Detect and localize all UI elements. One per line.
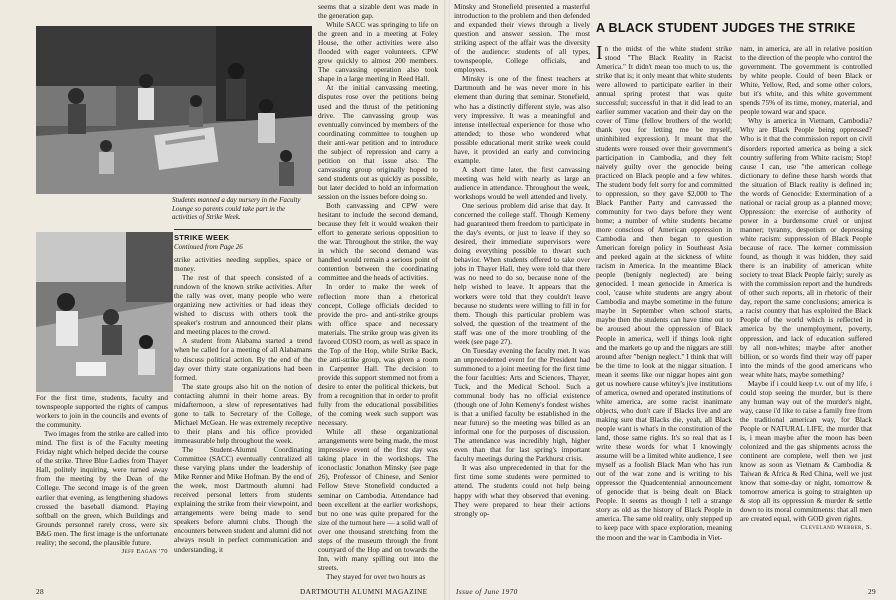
paragraph: The state groups also hit on the notion of contacting alumni in their home areas. By midafternoon, a slew of representatives had gone to talk to Secretary of the College, Michael McGean. He was extremely receptive to their plans and his office provided immeasurable help throughout the week. xyxy=(174,381,312,445)
paragraph: At the initial canvassing meeting, disputes rose over the petitions being used and the thrust of the petitioning drive. The canvassing group was eventually convinced by members of the coordinating committee to toughen up their anti-war petition and to introduce the subject of repression and carry a petition on that issue also. The canvassing group originally hoped to send students out as quickly as possible, but later decided to hold an information session on the issues before doing so. xyxy=(318,83,438,201)
right-column-1 xyxy=(454,2,590,585)
photo-children-image xyxy=(36,232,173,392)
left-column-3 xyxy=(318,2,438,585)
page-number-left: 28 xyxy=(36,587,45,596)
page-number-right: 29 xyxy=(868,587,877,596)
byline: Cleveland Webber, S. xyxy=(800,524,872,532)
paragraph: Why is america in Vietnam, Cambodia? Why are Black People being oppressed? Who is it that the commission report on civil disorders reported america as being a sick country suffering from White racism; Stop! cause I can, use "the american college dictionary to define these harsh words that the situation of Black reality is defined in; the words of Genocide: Extermination of a national or racial group as a planned move; Oppression: the exercise of authority of power in a burdensome cruel or unjust manner; tyranny, despotism or depressing white racism: suppression of Black People because of race. The kerner commission found, as though it was hidden, they said there is an inability of american white society to treat Black People fairly; surely as with the commission report and the hundreds of other such reports, all in rhetoric of their day, report the same conclusions; america is a racist country that has exploited the Black People of the world which is reflected in america by the unemployment, poverty, oppression, and lack of education suffered by all non-whites; maybe after another billion, or so words find their way off paper into the minds of the good americans who wear white hats, maybe something? xyxy=(740,116,872,379)
paragraph: nam, in america, are all in relative position to the direction of the people who control the government. The government is controlled by white people. Could of been Black or White, Yellow, Red, and some other colors, but it's white, and this white government spends 75% of its time, money, material, and people toward war and space. xyxy=(740,44,872,117)
magazine-footer: DARTMOUTH ALUMNI MAGAZINE xyxy=(300,587,428,596)
article-lead: n the midst of the white student strike stood "The Black Reality in Racist America." It didn't mean too much to us, the strike that is; it only meant that white students were allowed to participate earlier in their annual spring protest that was quite successful; successful in that it did lead to an earlier summer vacation and their day on the cover of Time (fellow brothers of the world; thank you for letting me be myself, uninhibited expression). It meant that the students were roused over their government's participation in Cambodia, and they felt naively guilty over the genocide being practiced on Black people and a few whites. The student body felt sorry for and committed to oppression, so they gave $2,000 to The Black Panther Party and canvassed the community for two days before they went home; a number of white students became more conscious of American oppression in Cambodia and then began to question American foreign policy in Southeast Asia and peeked again at the sickness of white racism in America. In the meantime Black people (benignly neglected) are being genocided. I mean genocide in America is cool, 'cause white students are angry about Cambodia and maybe sometime in the future maybe in September when school starts, maybe then the students can have time out to be aroused about the oppression of Black People in america, well if things look right and the markets go up and the niggars are still around after "benign neglect." I think that will be the time to look at the niggar situation. I mean it seems like our niggar hopes aint gon get us nowhere cause whitey's jive institutions of america, owned and operated institutions of white america, are some racist inanimate objects, who don't care if Blacks live and are making sure that Blacks die, yeah, all Black people want is what's in the constitution of the land, those same rights. It's so real that as I write these words for what I knowingly assume will be a limited white audience, I see myself as a foolish Black Man who has run out of the war zone and is writing to his oppressor the Quadcentennial announcement of genocide that is being dealt on Black People. It seems as though I tell a strange story as old as the history of Black People in america. The same old reality, only stepped up to keep pace with space exploration, meaning the moon and the war in Cambodia in Viet- xyxy=(596,44,732,542)
kicker-rule xyxy=(174,229,312,230)
paragraph: While all these organizational arrangements were being made, the most impressive event of the first day was taking place in the workshops. The iconoclastic Jonathon Minsky (see page 26), Professor of Chinese, and Senior Fellow Steve Stonefield conducted a seminar on Cambodia. Attendance had been excellent at the earlier workshops, but no one was quite prepared for the size of the turnout here — a solid wall of over one thousand stretching from the steps of the museum through the front courtyard of the Hop and on towards the Inn, with many spilling out into the streets. xyxy=(318,427,438,572)
paragraph: strike activities needing supplies, space or money. xyxy=(174,255,312,274)
photo-caption: Students manned a day nursery in the Faculty Lounge so parents could take part in the activities of Strike Week. xyxy=(172,196,301,222)
byline: Jeff Eagan '70 xyxy=(121,547,168,555)
right-page xyxy=(450,0,896,600)
paragraph: Minsky is one of the finest teachers at Dartmouth and he was never more in his element than during that seminar. Stonefield, who has a distinctly different style, was also very impressive. It was a meaningful and intense intellectual experience for those who attended; to those who wondered what possible educational merit strike week could have, it provided an early and convincing example. xyxy=(454,74,590,165)
issue-footer: Issue of June 1970 xyxy=(456,587,518,596)
photo-day-nursery xyxy=(36,26,312,194)
paragraph: Maybe if i could keep t.v. out of my life, i could stop seeing the murder, but is there any human way out of the murder's night, way, cause i'd like to raise a family free from the traditional american way, for Black People or NATURAL LIFE, the murder that is, i mean maybe after the moon has been colonized and the gas shipments across the continent are complete, well then we just know as soon as Vietnam & Cambodia & Taiwan & Africa & Red China, well we just know that some-day or night, tomorrow & tomorrow america is going to straighten up & stop all its oppression & murder & settle down to its moral commitments: that all men are created equal, with GOD given rights. xyxy=(740,378,872,524)
paragraph: Both canvassing and CPW were hesitant to include the second demand, because they felt it would weaken their effort to generate serious opposition to the war. Throughout the strike, the way in which the second demand was handled would remain a serious point of contention between the coordinating committee and the heads of activities. xyxy=(318,201,438,283)
paragraph: Minsky and Stonefield presented a masterful introduction to the problem and then defended and expanded their views through a lively question and answer session. The most striking aspect of the affair was the diversity of the audience: students of all types, townspeople, College officials, and employees. xyxy=(454,2,590,75)
left-column-2 xyxy=(174,255,312,585)
paragraph: They stayed for over two hours as xyxy=(326,571,426,581)
right-column-3 xyxy=(740,44,872,584)
right-column-2 xyxy=(596,44,732,584)
paragraph xyxy=(596,44,732,542)
drop-cap: I xyxy=(596,44,603,64)
photo-nursery-image xyxy=(36,26,312,194)
paragraph: seems that a sizable dent was made in the generation gap. xyxy=(318,2,438,21)
paragraph: A student from Alabama started a trend when he called for a meeting of all Alabamans to discuss political action. By the end of the day over thirty state organizations had been formed. xyxy=(174,336,312,382)
paragraph: While SACC was springing to life on the green and in a meeting at Foley House, the other activities were also flooded with eager volunteers. CPW grew quickly to almost 200 members. The canvassing operation also took shape in a large meeting in Reed Hall. xyxy=(318,20,438,84)
paragraph: One serious problem did arise that day. It concerned the college staff. Though Kemeny had guaranteed them freedom to participate in the day's events, or just to leave if they so desired, their immediate supervisors were doing everything possible to thwart such behavior. When students offered to take over jobs in Thayer Hall, they were told that there was no need to do so, because none of the help wished to leave. It appears that the workers were told that they couldn't leave because no students were willing to fill in for them. Though this particular problem was solved, the question of the treatment of the staff was one of the more troubling of the week (see page 27). xyxy=(454,201,590,346)
paragraph: In order to make the week of reflection more than a rhetorical concept, College officials decided to provide the pro- and anti-strike groups with office space and necessary materials. The strike group was given its favored COSO room, as well as space in the Top of the Hop, while Strike Back, the anti-strike group, was given a room in Carpenter Hall. The decision to provide this support stemmed not from a desire to enter the political thickets, but from a recognition that in order to profit fully from the educational possibilities of the coming week such support was necessary. xyxy=(318,282,438,428)
paragraph: For the first time, students, faculty and townspeople supported the rights of campus workers to join in the councils and events of the community. xyxy=(36,393,168,430)
left-page xyxy=(0,0,445,600)
paragraph: On Tuesday evening the faculty met. It was an unprecedented event for the President had summoned to a joint meeting for the first time the four faculties: Arts and Sciences, Thayer, Tuck, and the Medical School. Such a communal body has no official existence (though one of John Kemeny's fondest wishes is that a unified faculty be established in the near future) so the meeting was billed as an informal one for the purposes of discussion. The attendance was incredibly high, higher even than that for last spring's important faculty meetings during the Parkhurst crisis. xyxy=(454,345,590,464)
continued-note: Continued from Page 26 xyxy=(174,243,243,251)
paragraph: The Student-Alumni Coordinating Committee (SACC) eventually centralized all these varying plans under the leadership of Mike Renner and Mike Hofman. By the end of the week, most Dartmouth alumni had received personal letters from students explaining the strike from their viewpoint, and arrangements were being made to send speakers before alumni clubs. Though the encounters between student and alumni did not always result in perfect communication and understanding, it xyxy=(174,444,312,554)
paragraph: A short time later, the first canvassing meeting was held with nearly as large an audience in attendance. Throughout the week, workshops would be well attended and lively. xyxy=(454,164,590,201)
paragraph: It was also unprecedented in that for the first time some students were permitted to attend. The students could not help being happy with what they observed that evening. They were prepared to hear their actions strongly op- xyxy=(454,463,590,518)
left-column-1 xyxy=(36,393,168,583)
paragraph: The rest of that speech consisted of a rundown of the known strike activities. After the rally was over, many people who were organizing new activities or had ideas they wished to discuss with others took the speaker's rostrum and announced their plans and meeting places to the crowd. xyxy=(174,273,312,337)
article-headline: A BLACK STUDENT JUDGES THE STRIKE xyxy=(596,21,856,35)
paragraph: Two images from the strike are called into mind. The first is of the Faculty meeting Friday night which helped decide the course of the strike. Three Blue Ladies from Thayer Hall, politely inquiring, were turned away from the meeting by the Dean of the College. The second image is of the green earlier that evening, as lengthening shadows crossed the baseball diamond. Playing softball on the green, which Buildings and Grounds personnel rarely cross, were six B&G men. The first image is the unfortunate reality; the second, the plausible future. xyxy=(36,429,168,547)
photo-children-playing xyxy=(36,232,173,392)
section-kicker: STRIKE WEEK xyxy=(174,233,230,242)
